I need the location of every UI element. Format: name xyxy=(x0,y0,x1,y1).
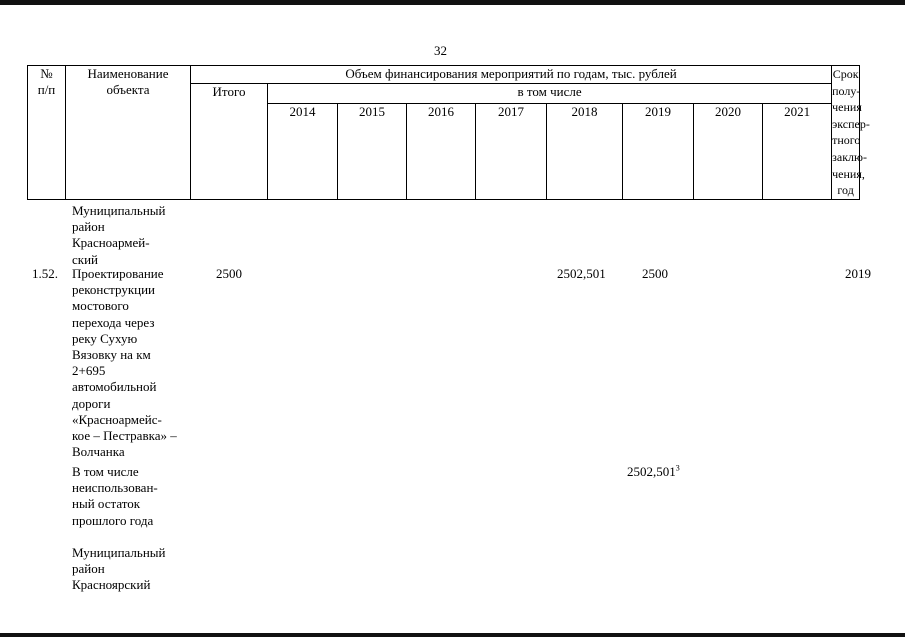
header-deadline-label: Срок полу- чения экспер- тного заклю- чения, год xyxy=(832,67,870,198)
item-number: 1.52. xyxy=(32,266,58,281)
header-object-name xyxy=(66,66,191,200)
header-year-label: 2018 xyxy=(571,103,598,119)
header-year-2021 xyxy=(763,103,832,199)
header-deadline xyxy=(832,66,870,200)
header-including xyxy=(268,84,832,104)
footnote-marker: 3 xyxy=(675,463,680,473)
item-name: Проектирование реконструкции мостового перехода через реку Сухую Вязовку на км 2+695 автомобильной дороги «Красноармейс- кое – Пестравка» – Волчанка xyxy=(72,266,177,460)
header-year-label: 2017 xyxy=(498,103,524,119)
header-year-2020 xyxy=(694,103,763,199)
including-name: В том числе неиспользован- ный остаток прошлого года xyxy=(72,464,158,528)
header-year-2014 xyxy=(268,103,338,199)
including-value-2019-number: 2502,501 xyxy=(627,464,676,479)
header-year-2015 xyxy=(338,103,407,199)
header-year-label: 2016 xyxy=(428,103,454,119)
including-value-2019 xyxy=(627,464,680,480)
header-year-label: 2015 xyxy=(359,103,385,119)
header-funding-label: Объем финансирования мероприятий по годам, тыс. рублей xyxy=(345,66,677,81)
header-year-label: 2021 xyxy=(784,103,811,119)
header-year-label: 2019 xyxy=(645,103,671,119)
header-year-2019 xyxy=(623,103,694,199)
header-object-name-label: Наименование объекта xyxy=(87,66,169,97)
financing-table-header xyxy=(27,65,870,200)
item-deadline: 2019 xyxy=(845,266,871,281)
district-krasnoarmeysky: Муниципальный район Красноармей- ский xyxy=(72,203,166,267)
header-including-label: в том числе xyxy=(517,84,582,99)
item-value-2018: 2502,501 xyxy=(557,266,606,281)
page-number: 32 xyxy=(434,43,447,58)
header-year-label: 2020 xyxy=(715,103,741,119)
top-border-rule xyxy=(0,0,905,5)
district-krasnoyarsky: Муниципальный район Красноярский xyxy=(72,545,166,593)
header-year-2017 xyxy=(476,103,547,199)
header-year-2018 xyxy=(547,103,623,199)
item-value-2019: 2500 xyxy=(642,266,668,281)
header-total xyxy=(191,84,268,200)
header-funding xyxy=(191,66,832,84)
header-year-label: 2014 xyxy=(289,103,316,119)
bottom-border-rule xyxy=(0,633,905,637)
header-number-label: № п/п xyxy=(37,66,56,97)
header-number xyxy=(28,66,66,200)
header-year-2016 xyxy=(407,103,476,199)
item-total: 2500 xyxy=(216,266,242,281)
header-total-label: Итого xyxy=(212,84,246,99)
